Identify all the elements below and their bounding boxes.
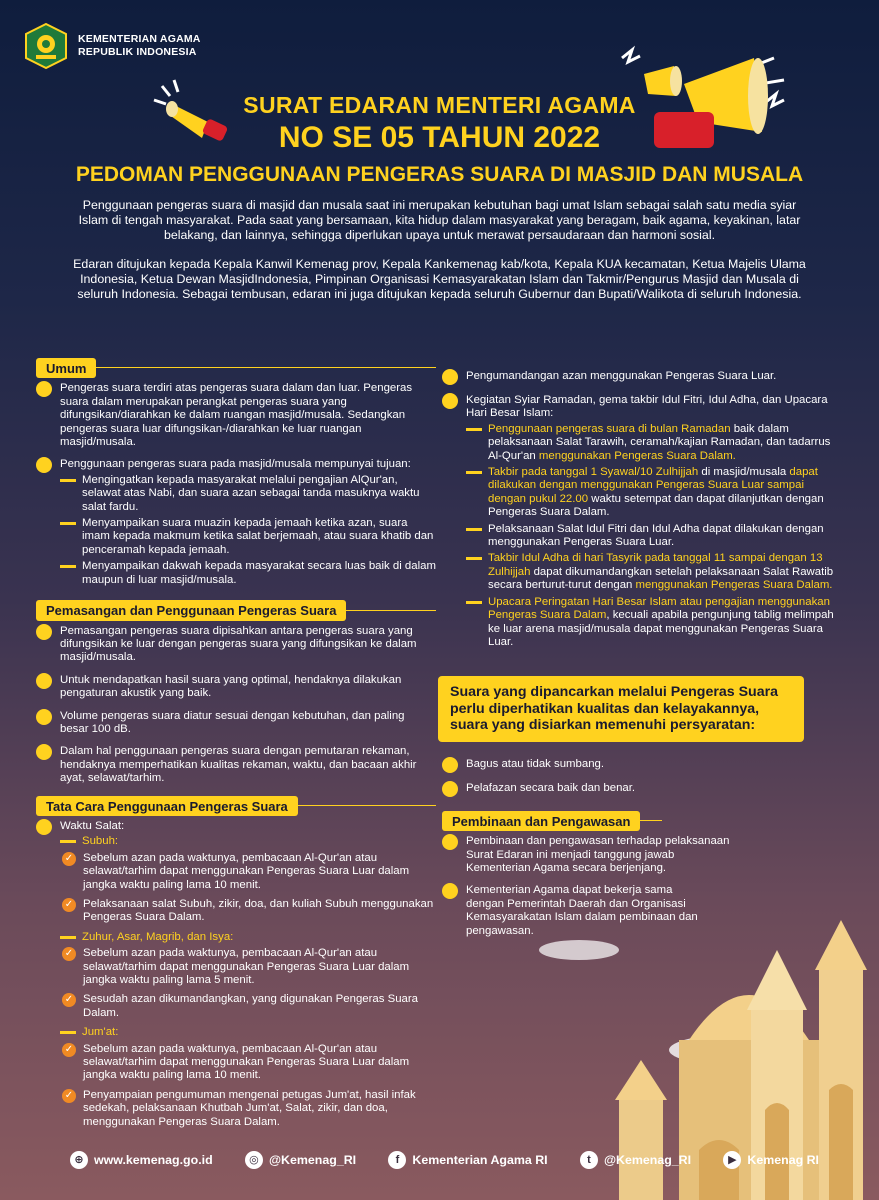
- globe-icon: ⊕: [70, 1151, 88, 1169]
- dash-icon: [466, 428, 482, 431]
- check-icon: ✓: [62, 852, 76, 866]
- sub-item: Pelaksanaan Salat Idul Fitri dan Idul Adha dapat dilakukan dengan menggunakan Pengeras Suara Luar.: [466, 523, 842, 550]
- bullet-dot-icon: [442, 757, 458, 773]
- facebook-icon: f: [388, 1151, 406, 1169]
- dash-icon: [60, 840, 76, 843]
- check-icon: ✓: [62, 947, 76, 961]
- list-item: Pemasangan pengeras suara dipisahkan antara pengeras suara yang difungsikan ke luar dengan pengeras suara yang difungsikan ke dalam masjid/musala.: [36, 625, 436, 665]
- check-icon: ✓: [62, 898, 76, 912]
- bullet-dot-icon: [36, 819, 52, 835]
- website-link[interactable]: ⊕ www.kemenag.go.id: [70, 1151, 213, 1169]
- sub-heading-subuh: Subuh:: [60, 835, 436, 848]
- footer-social-links: [70, 1151, 819, 1169]
- dash-icon: [466, 601, 482, 604]
- dash-icon: [60, 565, 76, 568]
- ministry-logo-block: [22, 22, 201, 70]
- check-icon: ✓: [62, 1043, 76, 1057]
- twitter-icon: t: [580, 1151, 598, 1169]
- dash-icon: [60, 522, 76, 525]
- youtube-icon: ▶: [723, 1151, 741, 1169]
- bullet-dot-icon: [442, 834, 458, 850]
- title-pedoman: PEDOMAN PENGGUNAAN PENGERAS SUARA DI MASJID DAN MUSALA: [75, 163, 804, 186]
- bullet-dot-icon: [36, 457, 52, 473]
- check-item: ✓ Sesudah azan dikumandangkan, yang digunakan Pengeras Suara Dalam.: [62, 993, 436, 1020]
- section-pemasangan: [36, 600, 436, 785]
- dash-icon: [466, 471, 482, 474]
- bullet-dot-icon: [442, 781, 458, 797]
- intro-paragraph-1: Penggunaan pengeras suara di masjid dan musala saat ini merupakan kebutuhan bagi umat Islam sebagai salah satu media syiar Islam di tengah masyarakat. Pada saat yang bersamaan, kita hidup dalam masyarakat yang beragam, baik agama, keyakinan, latar belakang, dan lainnya, sehingga diperlukan upaya untuk merawat persaudaraan dan harmoni sosial.: [78, 198, 801, 243]
- twitter-link[interactable]: t @Kemenag_RI: [580, 1151, 691, 1169]
- intro-paragraph-2: Edaran ditujukan kepada Kepala Kanwil Kemenag prov, Kepala Kankemenag kab/kota, Kepala KUA kecamatan, Ketua Majelis Ulama Indonesia, Ketua Dewan MasjidIndonesia, Pimpinan Organisasi Kemasyarakatan Islam dan Takmir/Pengurus Masjid dan Musala di seluruh Indonesia. Sebagai tembusan, edaran ini juga ditujukan kepada seluruh Gubernur dan Bupati/Walikota di seluruh Indonesia.: [73, 256, 806, 302]
- title-number: NO SE 05 TAHUN 2022: [278, 121, 601, 154]
- sub-heading-jumat: Jum'at:: [60, 1026, 436, 1039]
- left-column: [36, 358, 436, 1145]
- list-item: Volume pengeras suara diatur sesuai dengan kebutuhan, dan paling besar 100 dB.: [36, 710, 436, 737]
- bullet-dot-icon: [36, 624, 52, 640]
- facebook-link[interactable]: f Kementerian Agama RI: [388, 1151, 547, 1169]
- sub-item: Menyampaikan dakwah kepada masyarakat secara luas baik di dalam maupun di luar masjid/musala.: [60, 560, 436, 587]
- check-icon: ✓: [62, 993, 76, 1007]
- sub-item: Penggunaan pengeras suara di bulan Ramadan baik dalam pelaksanaan Salat Tarawih, ceramah/kajian Ramadan, dan tadarrus Al-Qur'an menggunakan Pengeras Suara Dalam.: [466, 423, 842, 463]
- section-pembinaan: [442, 811, 732, 938]
- bullet-dot-icon: [442, 369, 458, 385]
- title-surat-edaran: SURAT EDARAN MENTERI AGAMA: [243, 92, 636, 118]
- dash-icon: [466, 557, 482, 560]
- bullet-dot-icon: [36, 673, 52, 689]
- check-item: ✓ Sebelum azan pada waktunya, pembacaan Al-Qur'an atau selawat/tarhim dapat menggunakan Pengeras Suara Luar dalam jangka waktu paling lama 5 menit.: [62, 947, 436, 987]
- list-item: Dalam hal penggunaan pengeras suara dengan pemutaran rekaman, hendaknya memperhatikan kualitas rekaman, waktu, dan bacaan akhir ayat, selawat/tarhim.: [36, 745, 436, 785]
- sub-item: Upacara Peringatan Hari Besar Islam atau pengajian menggunakan Pengeras Suara Dalam, kecuali apabila pengunjung tablig melimpah ke luar arena masjid/musala dapat menggunakan Pengeras Suara Luar.: [466, 596, 842, 650]
- sub-item: Takbir Idul Adha di hari Tasyrik pada tanggal 11 sampai dengan 13 Zulhijjah dapat dikumandangkan setelah pelaksanaan Salat Rawatib secara berturut-turut dengan menggunakan Pengeras Suara Dalam.: [466, 552, 842, 592]
- list-item: Pembinaan dan pengawasan terhadap pelaksanaan Surat Edaran ini menjadi tanggung jawab Kementerian Agama secara berjenjang.: [442, 835, 732, 875]
- list-item: Waktu Salat: Subuh: ✓ Sebelum azan pada waktunya, pembacaan Al-Qur'an atau selawat/tarhim dapat menggunakan Pengeras Suara Luar dalam jangka waktu paling lama 10 menit. ✓ Pelaksanaan salat Subuh, zikir, doa, dan kuliah Subuh menggunakan Pengeras Suara Dalam. Zuhur, Asar, Magrib, dan Isya: ✓ Sebelum azan pada waktunya, pembacaan Al-Qur'an atau selawat/tarhim dapat menggunakan Pengeras Suara Luar dalam jangka waktu paling lama 5 menit. ✓ Sesudah azan dikumandangkan, yang digunakan Pengeras Suara Dalam. Jum'at: ✓ Sebelum azan pada waktunya, pembacaan Al-Qur'an atau selawat/tarhim dapat menggunakan Pengeras Suara Luar dalam jangka waktu paling lama 10 menit. ✓ Penyampaian pengumuman mengenai petugas Jum'at, hasil infak sedekah, pelaksanaan Khutbah Jum'at, Salat, zikir, dan doa, menggunakan Pengeras Suara Dalam.: [36, 820, 436, 1135]
- section-umum: [36, 358, 436, 590]
- sub-item: Takbir pada tanggal 1 Syawal/10 Zulhijjah di masjid/musala dapat dilakukan dengan menggunakan Pengeras Suara Luar sampai dengan pukul 22.00 waktu setempat dan dapat dilanjutkan dengan Pengeras Suara Dalam.: [466, 466, 842, 520]
- dash-icon: [60, 1031, 76, 1034]
- list-item: Pengumandangan azan menggunakan Pengeras Suara Luar.: [442, 370, 842, 385]
- section-tatacara-label: Tata Cara Penggunaan Pengeras Suara: [36, 796, 298, 816]
- sub-heading-zuhur: Zuhur, Asar, Magrib, dan Isya:: [60, 931, 436, 944]
- list-item: Kegiatan Syiar Ramadan, gema takbir Idul Fitri, Idul Adha, dan Upacara Hari Besar Islam: Penggunaan pengeras suara di bulan Ramadan baik dalam pelaksanaan Salat Tarawih, ceramah/kajian Ramadan, dan tadarrus Al-Qur'an menggunakan Pengeras Suara Dalam. Takbir pada tanggal 1 Syawal/10 Zulhijjah di masjid/musala dapat dilakukan dengan menggunakan Pengeras Suara Luar sampai dengan pukul 22.00 waktu setempat dan dapat dilanjutkan dengan Pengeras Suara Dalam. Pelaksanaan Salat Idul Fitri dan Idul Adha dapat dilakukan dengan menggunakan Pengeras Suara Luar. Takbir Idul Adha di hari Tasyrik pada tanggal 11 sampai dengan 13 Zulhijjah dapat dikumandangkan setelah pelaksanaan Salat Rawatib secara berturut-turut dengan menggunakan Pengeras Suara Dalam. Upacara Peringatan Hari Besar Islam atau pengajian menggunakan Pengeras Suara Dalam, kecuali apabila pengunjung tablig melimpah ke luar arena masjid/musala dapat menggunakan Pengeras Suara Luar.: [442, 394, 842, 652]
- ministry-name-line2: REPUBLIK INDONESIA: [78, 46, 197, 58]
- instagram-link[interactable]: ◎ @Kemenag_RI: [245, 1151, 356, 1169]
- bullet-dot-icon: [442, 393, 458, 409]
- section-umum-label: Umum: [36, 358, 96, 378]
- check-item: ✓ Sebelum azan pada waktunya, pembacaan Al-Qur'an atau selawat/tarhim dapat menggunakan Pengeras Suara Luar dalam jangka waktu paling lama 10 menit.: [62, 852, 436, 892]
- section-tatacara: [36, 796, 436, 1136]
- section-pemasangan-label: Pemasangan dan Penggunaan Pengeras Suara: [36, 600, 346, 620]
- sub-item: Menyampaikan suara muazin kepada jemaah ketika azan, suara imam kepada makmum ketika salat berjemaah, atau suara khatib dan penceramah kepada jemaah.: [60, 517, 436, 557]
- youtube-link[interactable]: ▶ Kemenag RI: [723, 1151, 819, 1169]
- list-item: Pengeras suara terdiri atas pengeras suara dalam dan luar. Pengeras suara dalam merupakan perangkat pengeras suara yang difungsikan/diarahkan ke dalam ruangan masjid/musala. Sedangkan pengeras suara luar difungsikan-/diarahkan ke luar ruangan masjid/musala.: [36, 382, 436, 449]
- dash-icon: [60, 936, 76, 939]
- right-column: [442, 370, 842, 948]
- kemenag-logo-icon: [22, 22, 70, 70]
- bullet-dot-icon: [442, 883, 458, 899]
- sub-item: Mengingatkan kepada masyarakat melalui pengajian AlQur'an, selawat atas Nabi, dan suara azan sebagai tanda masuknya waktu salat fardu.: [60, 474, 436, 514]
- section-pembinaan-label: Pembinaan dan Pengawasan: [442, 811, 640, 831]
- instagram-icon: ◎: [245, 1151, 263, 1169]
- list-item: Untuk mendapatkan hasil suara yang optimal, hendaknya dilakukan pengaturan akustik yang baik.: [36, 674, 436, 701]
- check-item: ✓ Penyampaian pengumuman mengenai petugas Jum'at, hasil infak sedekah, pelaksanaan Khutbah Jum'at, Salat, zikir, dan doa, menggunakan Pengeras Suara Dalam.: [62, 1089, 436, 1129]
- ministry-name-line1: KEMENTERIAN AGAMA: [78, 33, 201, 45]
- dash-icon: [466, 528, 482, 531]
- bullet-dot-icon: [36, 381, 52, 397]
- bullet-dot-icon: [36, 709, 52, 725]
- list-item: Pelafazan secara baik dan benar.: [442, 782, 842, 797]
- list-item: Bagus atau tidak sumbang.: [442, 758, 842, 773]
- check-item: ✓ Sebelum azan pada waktunya, pembacaan Al-Qur'an atau selawat/tarhim dapat menggunakan Pengeras Suara Luar dalam jangka waktu paling lama 10 menit.: [62, 1043, 436, 1083]
- dash-icon: [60, 479, 76, 482]
- requirements-box: Suara yang dipancarkan melalui Pengeras Suara perlu diperhatikan kualitas dan kelayakannya, suara yang disiarkan memenuhi persyaratan:: [438, 676, 804, 742]
- bullet-dot-icon: [36, 744, 52, 760]
- check-icon: ✓: [62, 1089, 76, 1103]
- check-item: ✓ Pelaksanaan salat Subuh, zikir, doa, dan kuliah Subuh menggunakan Pengeras Suara Dalam.: [62, 898, 436, 925]
- list-item: Penggunaan pengeras suara pada masjid/musala mempunyai tujuan: Mengingatkan kepada masyarakat melalui pengajian AlQur'an, selawat atas Nabi, dan suara azan sebagai tanda masuknya waktu salat fardu. Menyampaikan suara muazin kepada jemaah ketika azan, suara imam kepada makmum ketika salat berjemaah, atau suara khatib dan penceramah kepada jemaah. Menyampaikan dakwah kepada masyarakat secara luas baik di dalam maupun di luar masjid/musala.: [36, 458, 436, 590]
- intro-text: [70, 198, 809, 302]
- list-item: Kementerian Agama dapat bekerja sama dengan Pemerintah Daerah dan Organisasi Kemasyarakatan Islam dalam pembinaan dan pengawasan.: [442, 884, 702, 938]
